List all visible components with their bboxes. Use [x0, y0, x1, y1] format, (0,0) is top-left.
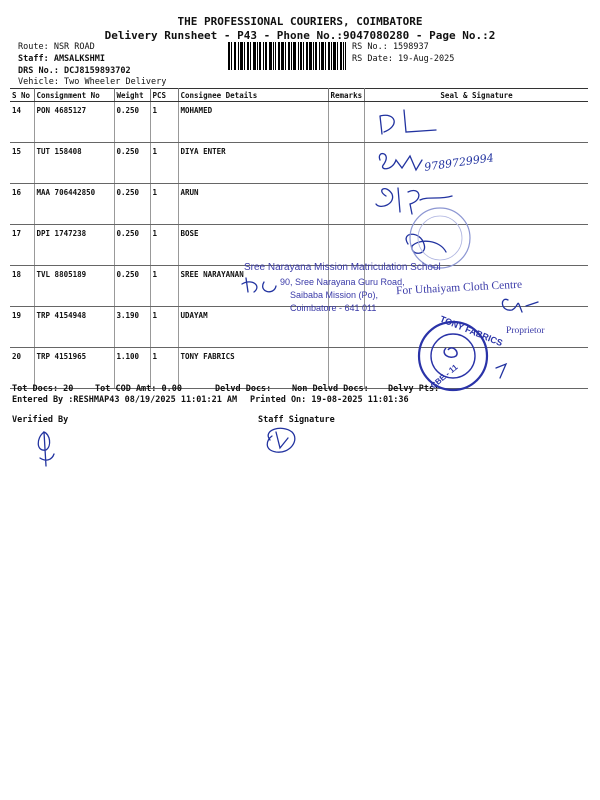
cell-pcs: 1: [150, 348, 178, 389]
rs-number: RS No.: 1598937: [352, 42, 429, 52]
stamp-uthaiyam: For Uthaiyam Cloth Centre: [395, 278, 523, 298]
col-sno-header: S No: [10, 89, 34, 102]
cell-pcs: 1: [150, 184, 178, 225]
delivery-points: Delvy Pts:: [388, 384, 440, 394]
vehicle-label: Vehicle: Two Wheeler Delivery: [18, 77, 167, 87]
signature-row-14: [380, 110, 436, 134]
cell-consignee: MOHAMED: [178, 102, 328, 143]
drs-number: DRS No.: DCJ8159893702: [18, 66, 131, 76]
cell-consignment: TVL 8805189: [34, 266, 114, 307]
cell-consignee: SREE NARAYANAN: [178, 266, 328, 307]
col-weight-header: Weight: [114, 89, 150, 102]
cell-consignment: PON 4685127: [34, 102, 114, 143]
total-docs: Tot Docs: 20: [12, 384, 74, 394]
col-remarks-header: Remarks: [328, 89, 365, 102]
stamp-school-address-2: Saibaba Mission (Po),: [290, 290, 379, 300]
signature-row-19: [502, 299, 538, 312]
cell-consignee: TONY FABRICS: [178, 348, 328, 389]
cell-consignment: TRP 4154948: [34, 307, 114, 348]
verified-by-label: Verified By: [12, 415, 69, 425]
cell-weight: 0.250: [114, 184, 150, 225]
cell-weight: 0.250: [114, 266, 150, 307]
cell-weight: 0.250: [114, 225, 150, 266]
signature-row-20: [496, 364, 506, 378]
col-seal-header: Seal & Signature: [365, 89, 588, 102]
cell-weight: 1.100: [114, 348, 150, 389]
cell-sno: 18: [10, 266, 34, 307]
cell-sno: 14: [10, 102, 34, 143]
col-pcs-header: PCS: [150, 89, 178, 102]
total-cod-amount: Tot COD Amt: 0.00: [95, 384, 182, 394]
stamp-school-address-1: 90, Sree Narayana Guru Road,: [280, 277, 405, 287]
cell-weight: 0.250: [114, 143, 150, 184]
cell-consignment: DPI 1747238: [34, 225, 114, 266]
cell-consignee: ARUN: [178, 184, 328, 225]
staff-label: Staff: AMSALKSHMI: [18, 54, 105, 64]
cell-pcs: 1: [150, 102, 178, 143]
entered-by: Entered By :RESHMAP43 08/19/2025 11:01:21 AM: [12, 395, 238, 405]
verified-by-signature: [38, 432, 54, 466]
rs-date: RS Date: 19-Aug-2025: [352, 54, 455, 64]
printed-on: Printed On: 19-08-2025 11:01:36: [250, 395, 409, 405]
cell-pcs: 1: [150, 143, 178, 184]
cell-pcs: 1: [150, 307, 178, 348]
route-label: Route: NSR ROAD: [18, 42, 95, 52]
cell-pcs: 1: [150, 266, 178, 307]
cell-sno: 20: [10, 348, 34, 389]
cell-weight: 3.190: [114, 307, 150, 348]
signature-row-16: [376, 188, 452, 214]
cell-sno: 19: [10, 307, 34, 348]
stamp-school-name: Sree Narayana Mission Matriculation School: [244, 262, 441, 273]
col-consignee-header: Consignee Details: [178, 89, 328, 102]
handwritten-phone: 9789729994: [423, 151, 495, 174]
cell-consignment: TUT 158408: [34, 143, 114, 184]
signature-row-15: [379, 154, 422, 170]
cell-consignee: BOSE: [178, 225, 328, 266]
signature-row-18: [242, 278, 276, 292]
staff-signature-label: Staff Signature: [258, 415, 335, 425]
staff-signature: [267, 428, 295, 452]
stamp-proprietor: Proprietor: [506, 326, 545, 336]
cell-consignment: TRP 4151965: [34, 348, 114, 389]
cell-consignment: MAA 706442850: [34, 184, 114, 225]
stamp-tony-fabrics-text: TONY FABRICS: [438, 313, 505, 349]
cell-consignee: UDAYAM: [178, 307, 328, 348]
delivered-docs: Delvd Docs:: [215, 384, 272, 394]
faint-seal: [410, 208, 470, 268]
cell-weight: 0.250: [114, 102, 150, 143]
stamp-tony-cbe: CBE - 11: [428, 362, 460, 391]
cell-sno: 15: [10, 143, 34, 184]
cell-pcs: 1: [150, 225, 178, 266]
runsheet-subtitle: Delivery Runsheet - P43 - Phone No.:9047080280 - Page No.:2: [104, 29, 496, 42]
cell-sno: 16: [10, 184, 34, 225]
company-title: THE PROFESSIONAL COURIERS, COIMBATORE: [177, 15, 423, 28]
col-consignment-header: Consignment No: [34, 89, 114, 102]
cell-consignee: DIYA ENTER: [178, 143, 328, 184]
cell-sno: 17: [10, 225, 34, 266]
stamp-school-address-3: Coimbatore - 641 011: [290, 303, 377, 313]
non-delivered-docs: Non Delvd Docs:: [292, 384, 369, 394]
